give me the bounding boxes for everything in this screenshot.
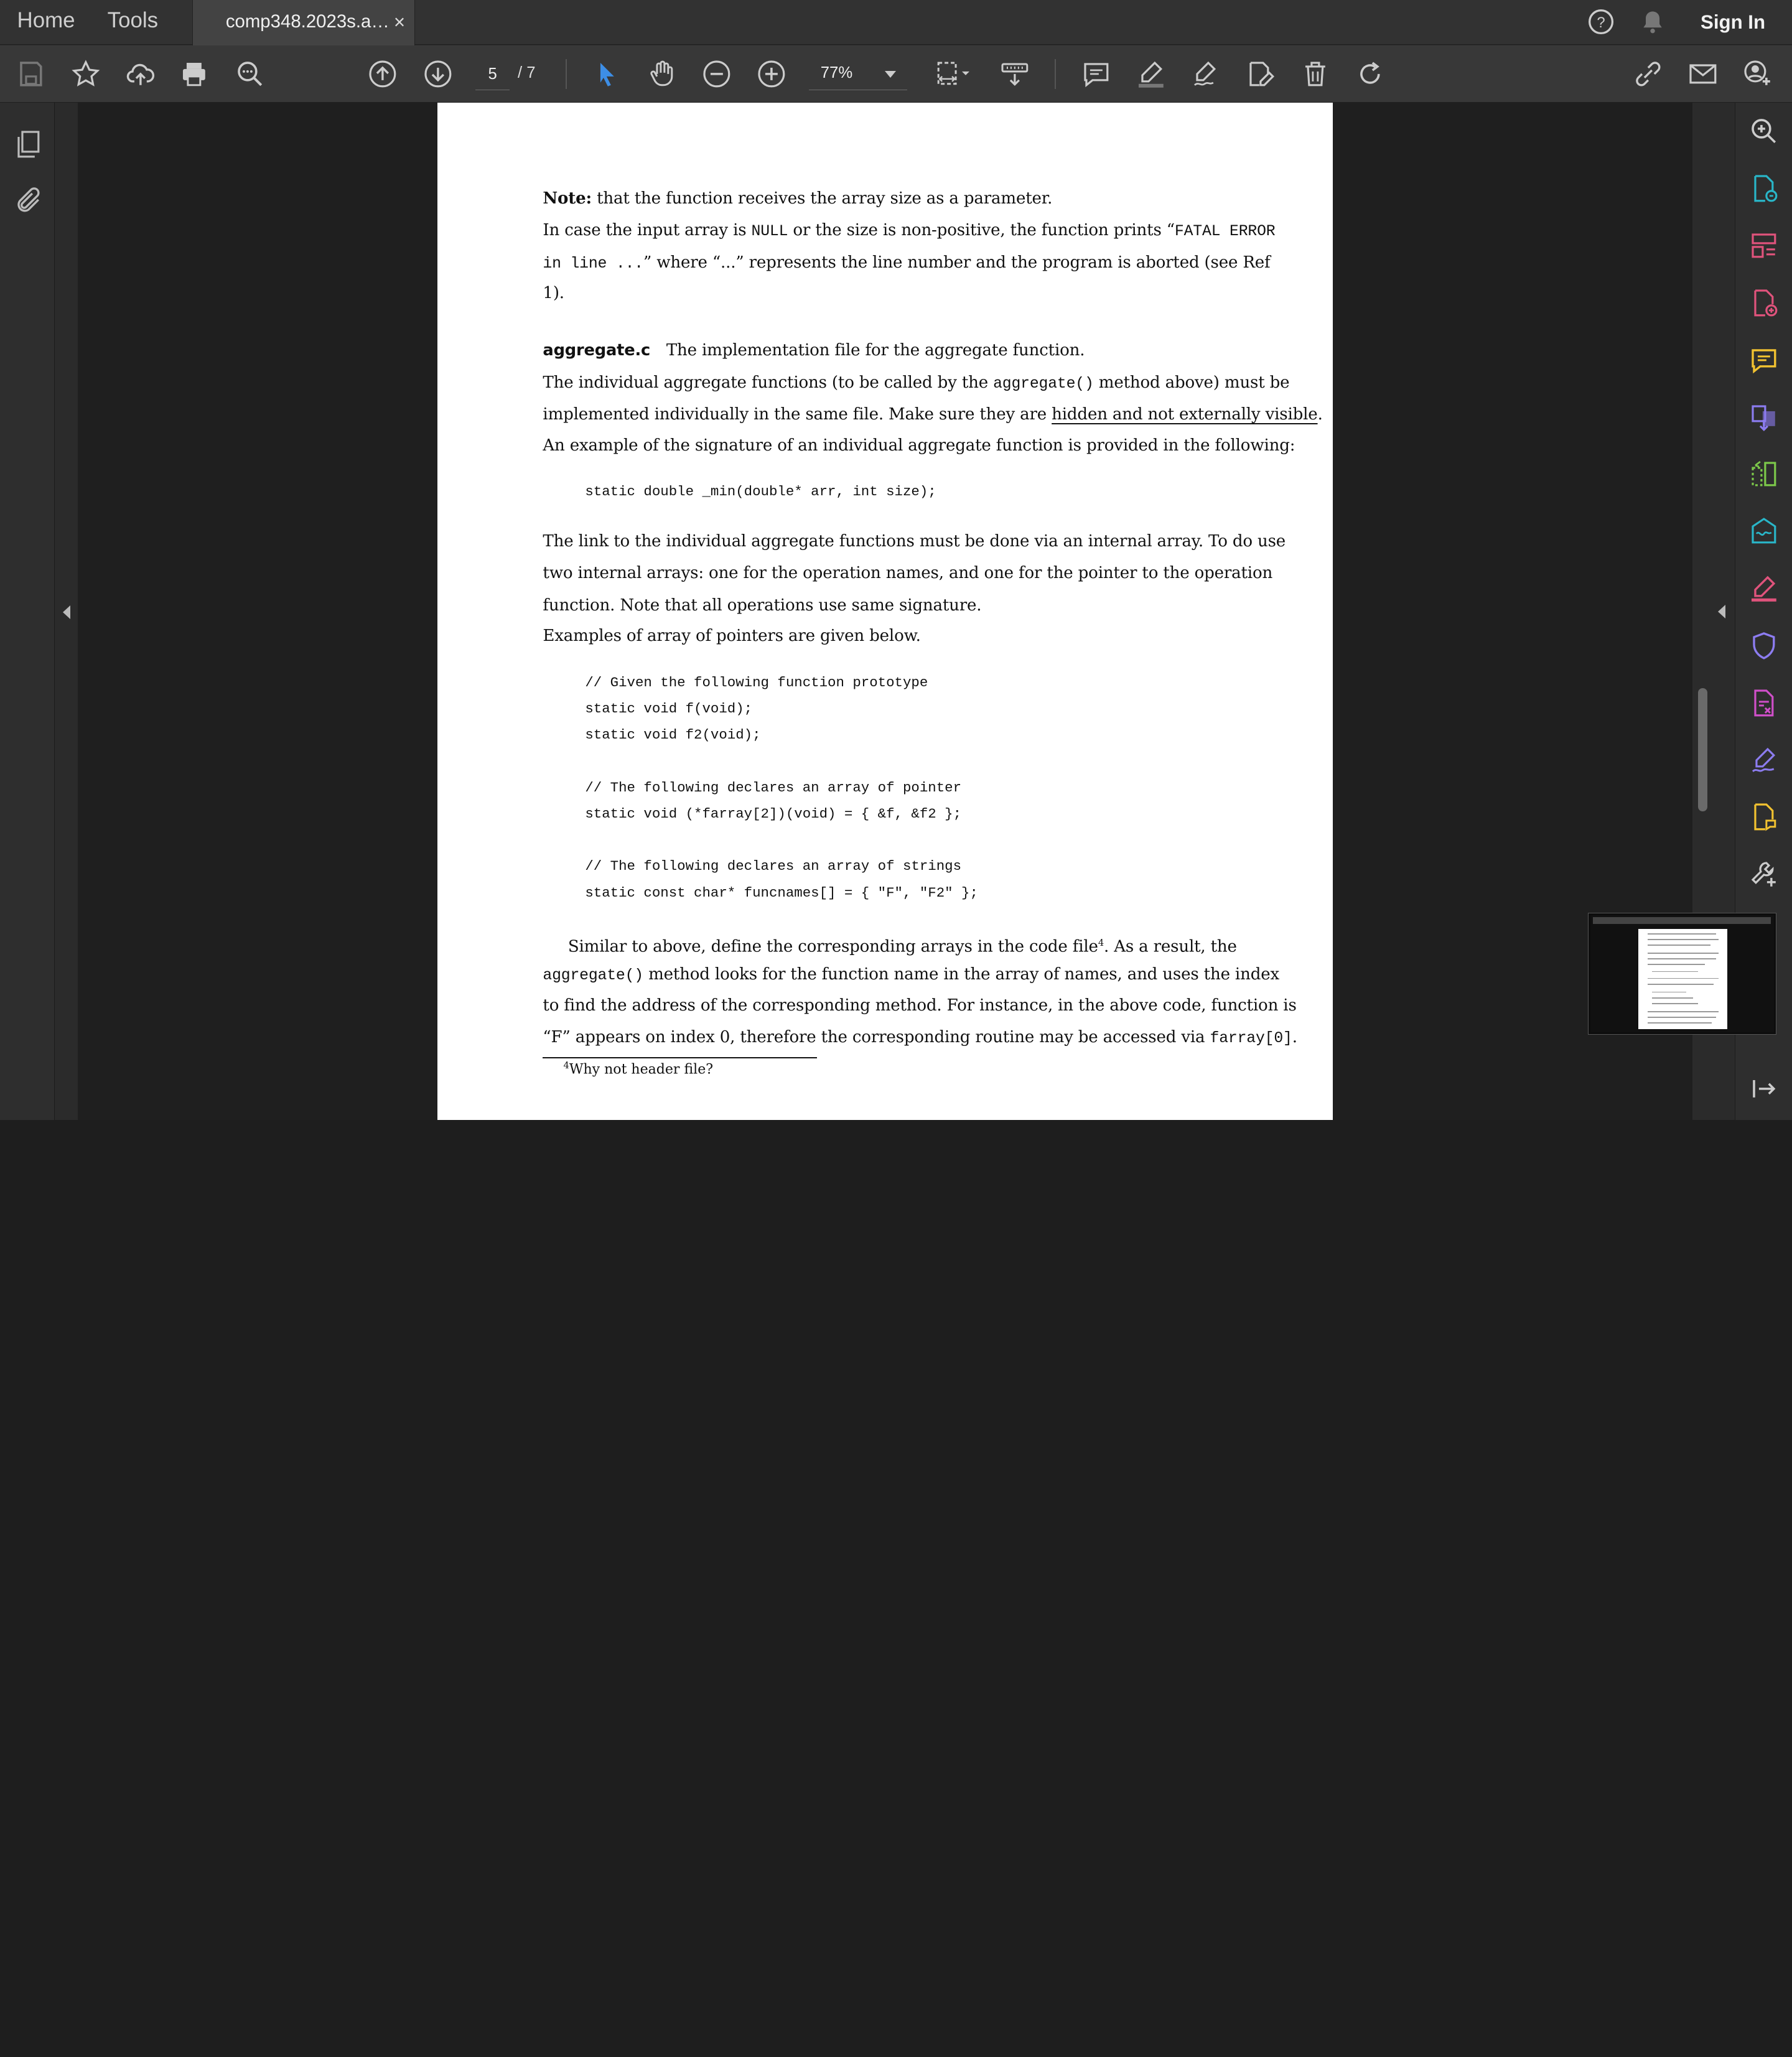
export-pdf-icon[interactable] xyxy=(1749,174,1779,203)
zoom-search-icon[interactable] xyxy=(235,58,266,90)
collapse-tools-pane-icon[interactable] xyxy=(1749,1074,1779,1104)
comment-icon[interactable] xyxy=(1080,58,1112,90)
toolbar-divider xyxy=(1055,59,1056,89)
request-signature-icon[interactable] xyxy=(1749,745,1779,775)
similar-paragraph-line1: Similar to above, define the corresponding arrays in the code file$^4$. As a result, the xyxy=(567,937,1237,956)
thumbnail-page xyxy=(1638,929,1727,1030)
notifications-bell-icon[interactable] xyxy=(1639,8,1666,35)
thumbnail-toolbar xyxy=(1593,917,1771,924)
combine-files-icon[interactable] xyxy=(1749,403,1779,432)
thumbnail-text-line xyxy=(1648,945,1710,946)
link-paragraph-line1: The link to the individual aggregate functions must be done via an internal array. To do use xyxy=(543,531,1286,551)
code-line: static void f2(void); xyxy=(585,727,761,744)
rotate-icon[interactable] xyxy=(1354,58,1386,90)
left-panel-collapse[interactable] xyxy=(55,103,78,1120)
error-paragraph-line3: 1). xyxy=(543,284,564,303)
main-toolbar xyxy=(0,45,1792,103)
similar-paragraph-line2: aggregate() method looks for the function name in the array of names, and uses the index xyxy=(543,964,1279,984)
organize-pages-icon[interactable] xyxy=(1749,231,1779,261)
help-icon[interactable] xyxy=(1587,8,1615,35)
comment-tool-icon[interactable] xyxy=(1749,345,1779,375)
thumbnail-text-line xyxy=(1652,971,1697,973)
chevron-down-icon xyxy=(885,71,896,78)
page-number-input[interactable]: 5 xyxy=(475,58,510,90)
redact-icon[interactable] xyxy=(1749,688,1779,718)
thumbnail-text-line xyxy=(1648,939,1719,940)
expand-left-panel-icon[interactable] xyxy=(63,605,70,619)
bookmark-star-icon[interactable] xyxy=(70,58,101,90)
page-thumbnails-icon[interactable] xyxy=(14,129,44,159)
thumbnail-text-line xyxy=(1648,953,1719,954)
select-cursor-icon[interactable] xyxy=(591,58,623,90)
thumbnail-text-line xyxy=(1648,933,1716,935)
protect-shield-icon[interactable] xyxy=(1749,631,1779,661)
thumbnail-text-line xyxy=(1648,984,1714,985)
zoom-level-value: 77% xyxy=(820,63,853,82)
left-navigation-rail xyxy=(0,103,55,1120)
delete-trash-icon[interactable] xyxy=(1299,58,1331,90)
toolbar-divider xyxy=(566,59,567,89)
error-paragraph-line2: in line ...” where “...” represents the line number and the program is aborted (see Ref xyxy=(543,253,1271,273)
zoom-out-icon[interactable] xyxy=(701,58,732,90)
tab-tools[interactable]: Tools xyxy=(107,7,159,32)
link-paragraph-line2: two internal arrays: one for the operation names, and one for the pointer to the operation xyxy=(543,564,1273,583)
document-title: comp348.2023s.a… xyxy=(225,11,390,32)
print-icon[interactable] xyxy=(179,58,210,90)
aggregate-paragraph-line1: The individual aggregate functions (to be called by the aggregate() method above) must be xyxy=(543,373,1290,393)
share-link-icon[interactable] xyxy=(1632,58,1664,90)
thumbnail-text-line xyxy=(1648,1022,1712,1024)
note-paragraph: Note: that the function receives the array size as a parameter. xyxy=(543,189,1053,208)
code-line: // The following declares an array of pointer xyxy=(585,779,962,796)
add-user-icon[interactable] xyxy=(1742,58,1773,90)
aggregate-paragraph-line3: An example of the signature of an individual aggregate function is provided in the following: xyxy=(543,436,1295,455)
aggregate-paragraph-line2: implemented individually in the same file. Make sure they are hidden and not externally visible. xyxy=(543,405,1323,424)
footnote-divider xyxy=(543,1057,817,1058)
thumbnail-text-line xyxy=(1648,964,1705,965)
zoom-level-dropdown[interactable] xyxy=(809,58,907,90)
thumbnail-text-line xyxy=(1648,978,1719,979)
error-paragraph-line1: In case the input array is NULL or the size is non-positive, the function prints “FATAL ERROR xyxy=(543,221,1276,241)
page-total: / 7 xyxy=(518,63,536,82)
code-line: static void (*farray[2])(void) = { &f, &f2 }; xyxy=(585,805,962,822)
expand-right-panel-icon[interactable] xyxy=(1718,605,1725,618)
code-signature: static double _min(double* arr, int size); xyxy=(585,483,936,500)
send-for-signature-icon[interactable] xyxy=(1749,516,1779,546)
code-line: static const char* funcnames[] = { "F", "F2" }; xyxy=(585,884,978,901)
tab-home[interactable]: Home xyxy=(17,7,75,32)
thumbnail-text-line xyxy=(1648,1017,1716,1018)
more-tools-icon[interactable] xyxy=(1749,859,1779,889)
link-paragraph-line4: Examples of array of pointers are given below. xyxy=(543,627,921,646)
thumbnail-text-line xyxy=(1652,992,1686,993)
link-paragraph-line3: function. Note that all operations use same signature. xyxy=(543,595,982,615)
tab-document[interactable] xyxy=(192,0,415,45)
highlight-pen-icon[interactable] xyxy=(1135,58,1167,90)
close-tab-icon[interactable]: × xyxy=(393,11,406,34)
vertical-scrollbar-thumb[interactable] xyxy=(1698,688,1707,811)
page-thumbnail-preview[interactable] xyxy=(1589,913,1776,1035)
thumbnail-text-line xyxy=(1648,958,1716,959)
thumbnail-text-line xyxy=(1652,1003,1697,1004)
next-page-icon[interactable] xyxy=(422,58,454,90)
thumbnail-text-line xyxy=(1648,1011,1719,1012)
hand-pan-icon[interactable] xyxy=(646,58,678,90)
search-zoom-icon[interactable] xyxy=(1749,116,1779,146)
upload-cloud-icon[interactable] xyxy=(124,58,156,90)
pdf-page xyxy=(437,103,1332,1120)
document-canvas[interactable] xyxy=(78,103,1692,1120)
compare-files-icon[interactable] xyxy=(1749,459,1779,489)
code-line: // The following declares an array of strings xyxy=(585,858,962,875)
code-line: // Given the following function prototype xyxy=(585,674,928,691)
create-pdf-icon[interactable] xyxy=(1749,288,1779,318)
sign-in-button[interactable]: Sign In xyxy=(1701,11,1766,34)
previous-page-icon[interactable] xyxy=(367,58,399,90)
fill-and-sign-icon[interactable] xyxy=(1749,574,1779,604)
footnote: $^4$Why not header file? xyxy=(563,1060,714,1078)
zoom-in-icon[interactable] xyxy=(755,58,787,90)
svg-text:?: ? xyxy=(1597,14,1605,32)
draw-freehand-icon[interactable] xyxy=(1190,58,1221,90)
tab-bar xyxy=(0,0,1792,45)
scroll-mode-icon[interactable] xyxy=(999,58,1030,90)
section-heading: aggregate.c The implementation file for the aggregate function. xyxy=(543,341,1085,360)
email-icon[interactable] xyxy=(1687,58,1719,90)
similar-paragraph-line3: to find the address of the corresponding method. For instance, in the above code, function is xyxy=(543,996,1297,1015)
attachments-paperclip-icon[interactable] xyxy=(14,186,44,216)
scan-ocr-icon[interactable] xyxy=(1749,802,1779,832)
similar-paragraph-line4: “F” appears on index 0, therefore the corresponding routine may be accessed via farray[0]. xyxy=(543,1028,1297,1047)
save-icon[interactable] xyxy=(15,58,47,90)
fit-page-icon[interactable] xyxy=(930,58,976,90)
thumbnail-text-line xyxy=(1652,997,1693,999)
code-line: static void f(void); xyxy=(585,700,753,717)
edit-text-icon[interactable] xyxy=(1244,58,1276,90)
